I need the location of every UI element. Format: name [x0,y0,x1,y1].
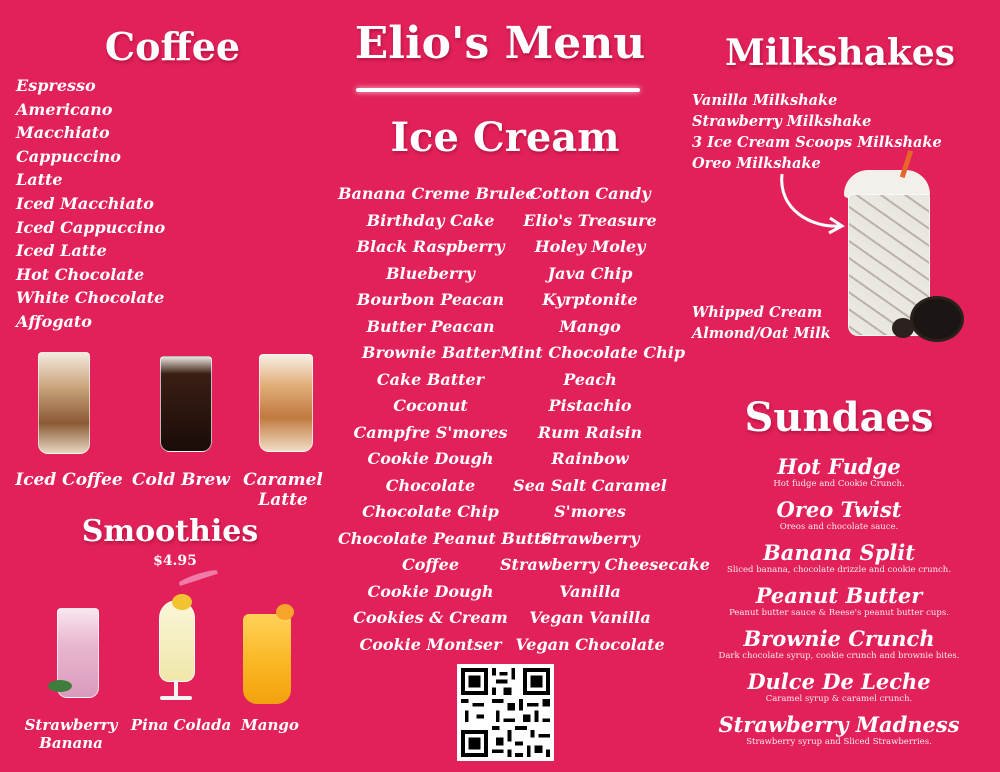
coffee-item: Iced Cappuccino [16,217,166,237]
ice-cream-flavor: Pistachio [548,396,632,415]
sundae-name: Hot Fudge [777,454,901,479]
coffee-item: Affogato [16,311,92,331]
ice-cream-flavor: Birthday Cake [366,210,495,230]
sundae-description: Caramel syrup & caramel crunch. [765,694,913,704]
coffee-item: Iced Latte [16,241,107,261]
iced-coffee-label: Iced Coffee [15,470,123,490]
milkshake-item: Vanilla Milkshake [692,92,838,109]
sundae-name: Oreo Twist [776,497,902,522]
milkshake-extra: Whipped Cream [692,304,823,321]
ice-cream-left-column [338,181,560,658]
sundaes-section-title: Sundaes [744,394,934,441]
coffee-item: Americano [16,99,113,119]
ice-cream-flavor: Cotton Candy [529,184,651,203]
ice-cream-flavor: Vegan Chocolate [515,634,665,654]
ice-cream-flavor: Cookie Montser [359,634,502,654]
sundae-item [680,627,998,661]
milkshakes-section-title: Milkshakes [724,32,956,74]
ice-cream-flavor: Elio's Treasure [523,210,657,230]
ice-cream-flavor: Cookies & Cream [353,608,508,627]
ice-cream-flavor: Rum Raisin [537,422,643,442]
ice-cream-flavor: Strawberry Cheesecake [500,555,710,574]
milkshake-item: Oreo Milkshake [692,155,821,172]
pina-colada-label: Pina Colada [130,716,232,734]
ice-cream-flavor: S'mores [554,502,626,521]
ice-cream-flavor: Butter Peacan [366,316,495,336]
ice-cream-flavor: Coconut [393,396,468,415]
qr-code-icon[interactable] [457,664,554,761]
ice-cream-flavor: Cookie Dough [367,449,494,468]
sundae-name: Dulce De Leche [747,669,931,694]
ice-cream-flavor: Kyrptonite [542,290,638,309]
sundae-description: Strawberry syrup and Sliced Strawberries. [746,737,932,747]
ice-cream-flavor: Chocolate Chip [362,502,499,521]
sundae-name: Banana Split [763,540,915,565]
sundae-name: Brownie Crunch [743,626,935,651]
coffee-item: Espresso [16,76,96,95]
coffee-item: Hot Chocolate [16,264,145,284]
ice-cream-flavor: Vanilla [559,581,621,601]
ice-cream-flavor: Chocolate Peanut Butter [338,528,560,548]
smoothies-price: $4.95 [153,553,197,569]
strawberry-banana-label: Strawberry Banana [24,716,118,752]
milkshake-item: Strawberry Milkshake [692,113,872,130]
caramel-latte-label: Caramel Latte [243,470,323,510]
ice-cream-flavor: Cookie Dough [367,581,494,601]
ice-cream-flavor: Chocolate [385,475,476,495]
milkshake-extra: Almond/Oat Milk [692,325,831,342]
ice-cream-flavor: Vegan Vanilla [529,608,651,627]
sundae-description: Sliced banana, chocolate drizzle and cookie crunch. [727,565,951,575]
ice-cream-flavor: Peach [563,369,617,389]
coffee-item: Cappuccino [16,146,121,166]
sundae-item [680,455,998,489]
ice-cream-flavor: Banana Creme Brulee [338,184,536,203]
ice-cream-flavor: Bourbon Peacan [356,290,505,309]
sundae-item [680,713,998,747]
ice-cream-flavor: Black Raspberry [356,237,505,256]
ice-cream-flavor: Campfre S'mores [353,422,508,442]
menu-title: Elio's Menu [354,18,646,69]
ice-cream-flavor: Rainbow [551,449,629,468]
sundae-item [680,541,998,575]
mango-label: Mango [241,716,299,734]
ice-cream-flavor: Strawberry [540,528,640,548]
sundae-item [680,498,998,532]
ice-cream-flavor: Java Chip [547,263,633,283]
sundae-item [680,670,998,704]
cold-brew-label: Cold Brew [132,470,230,490]
ice-cream-flavor: Holey Moley [534,237,646,256]
coffee-item: Latte [16,170,63,190]
ice-cream-flavor: Cake Batter [376,369,485,389]
sundae-name: Strawberry Madness [718,712,960,737]
ice-cream-flavor: Mint Chocolate Chip [500,343,686,362]
smoothies-section-title: Smoothies [81,514,259,549]
ice-cream-flavor: Sea Salt Caramel [513,475,667,495]
ice-cream-flavor: Brownie Batter [361,343,500,362]
ice-cream-flavor: Mango [559,316,621,336]
sundae-item [680,584,998,618]
coffee-section-title: Coffee [104,24,241,69]
sundae-name: Peanut Butter [755,583,923,608]
ice-cream-flavor: Coffee [402,555,459,574]
milkshake-extras [692,302,831,344]
coffee-item: Iced Macchiato [16,193,154,213]
milkshake-item: 3 Ice Cream Scoops Milkshake [692,134,942,151]
sundae-description: Hot fudge and Cookie Crunch. [773,479,905,489]
coffee-list [16,74,165,334]
sundae-description: Oreos and chocolate sauce. [779,522,899,532]
coffee-item: Macchiato [16,123,110,143]
sundae-description: Dark chocolate syrup, cookie crunch and brownie bites. [718,651,960,661]
ice-cream-section-title: Ice Cream [390,114,620,161]
curved-arrow-icon [772,170,852,240]
sundae-description: Peanut butter sauce & Reese's peanut butter cups. [729,608,949,618]
coffee-item: White Chocolate [16,288,165,308]
ice-cream-right-column [500,181,710,658]
title-divider [356,88,640,92]
ice-cream-flavor: Blueberry [386,263,475,283]
